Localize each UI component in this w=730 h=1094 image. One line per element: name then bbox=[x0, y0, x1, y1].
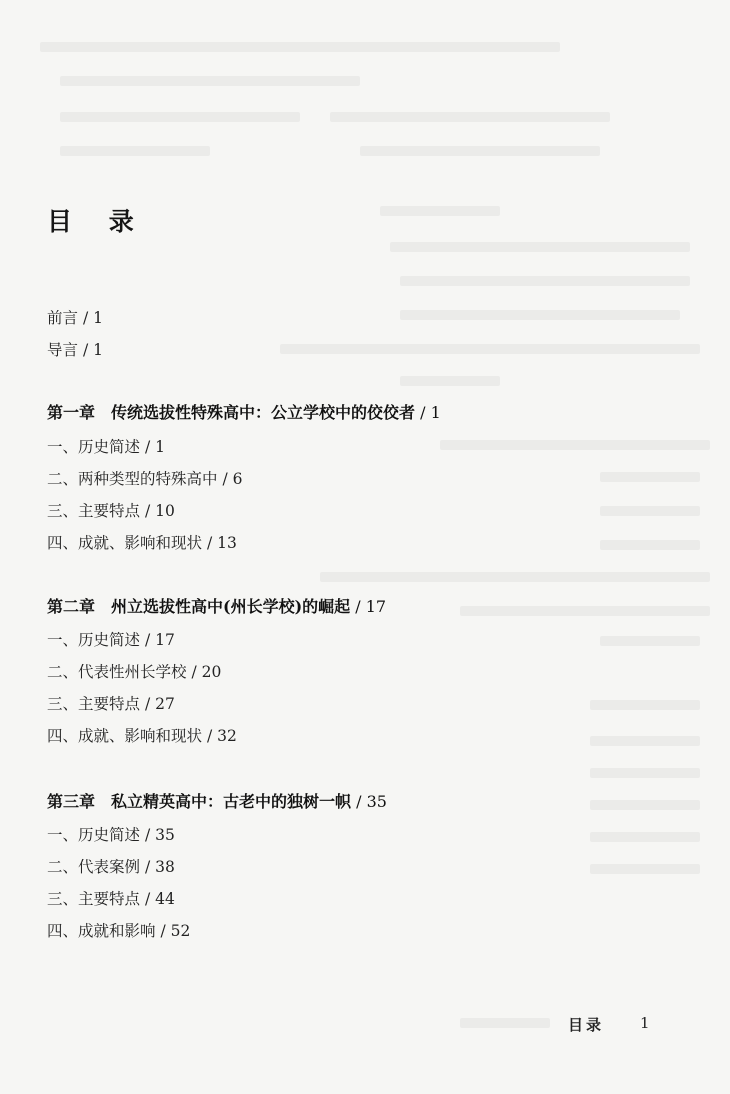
entry-label: 导言 bbox=[47, 341, 79, 359]
entry-label: 前言 bbox=[47, 309, 79, 327]
entry-page: 27 bbox=[155, 695, 175, 713]
entry-label: 二、代表性州长学校 bbox=[47, 663, 187, 681]
chapter-title: 传统选拔性特殊高中：公立学校中的佼佼者 bbox=[111, 403, 416, 422]
toc-entry-preface[interactable]: 前言 / 1 bbox=[47, 309, 103, 327]
entry-label: 二、两种类型的特殊高中 bbox=[47, 470, 218, 488]
toc-section[interactable]: 一、历史简述 / 17 bbox=[47, 631, 175, 649]
chapter-number: 第三章 bbox=[47, 792, 96, 811]
entry-label: 四、成就、影响和现状 bbox=[47, 727, 203, 745]
toc-section[interactable]: 三、主要特点 / 27 bbox=[47, 695, 175, 713]
entry-page: 35 bbox=[155, 826, 175, 844]
chapter-page: 35 bbox=[366, 792, 387, 811]
entry-page: 1 bbox=[93, 341, 103, 359]
chapter-number: 第二章 bbox=[47, 597, 96, 616]
toc-section[interactable]: 三、主要特点 / 10 bbox=[47, 502, 175, 520]
entry-page: 52 bbox=[170, 922, 191, 940]
chapter-number: 第一章 bbox=[47, 403, 96, 422]
toc-chapter-1[interactable]: 第一章 传统选拔性特殊高中：公立学校中的佼佼者 / 1 bbox=[47, 403, 441, 422]
entry-label: 三、主要特点 bbox=[47, 890, 141, 908]
toc-section[interactable]: 二、代表性州长学校 / 20 bbox=[47, 663, 222, 681]
entry-label: 四、成就、影响和现状 bbox=[47, 534, 203, 552]
entry-label: 一、历史简述 bbox=[47, 826, 141, 844]
page-number: 1 bbox=[640, 1014, 650, 1032]
entry-label: 四、成就和影响 bbox=[47, 922, 156, 940]
toc-chapter-3[interactable]: 第三章 私立精英高中：古老中的独树一帜 / 35 bbox=[47, 792, 387, 811]
chapter-page: 17 bbox=[365, 597, 387, 616]
toc-section[interactable]: 一、历史简述 / 1 bbox=[47, 438, 165, 456]
entry-page: 6 bbox=[232, 470, 243, 488]
entry-page: 44 bbox=[155, 890, 175, 908]
chapter-title: 州立选拔性高中(州长学校)的崛起 bbox=[111, 597, 351, 616]
toc-section[interactable]: 四、成就和影响 / 52 bbox=[47, 922, 191, 940]
toc-entry-introduction[interactable]: 导言 / 1 bbox=[47, 341, 103, 359]
entry-page: 1 bbox=[155, 438, 165, 456]
toc-section[interactable]: 三、主要特点 / 44 bbox=[47, 890, 175, 908]
entry-page: 10 bbox=[155, 502, 175, 520]
running-title: 目录 bbox=[568, 1016, 605, 1034]
toc-section[interactable]: 四、成就、影响和现状 / 32 bbox=[47, 727, 237, 745]
entry-label: 三、主要特点 bbox=[47, 695, 141, 713]
entry-page: 38 bbox=[155, 858, 175, 876]
entry-page: 1 bbox=[93, 309, 103, 327]
entry-page: 32 bbox=[217, 727, 237, 745]
toc-chapter-2[interactable]: 第二章 州立选拔性高中(州长学校)的崛起 / 17 bbox=[47, 597, 387, 616]
toc-section[interactable]: 一、历史简述 / 35 bbox=[47, 826, 175, 844]
toc-section[interactable]: 四、成就、影响和现状 / 13 bbox=[47, 534, 237, 552]
entry-label: 一、历史简述 bbox=[47, 631, 141, 649]
entry-page: 17 bbox=[155, 631, 175, 649]
toc-section[interactable]: 二、两种类型的特殊高中 / 6 bbox=[47, 470, 243, 488]
entry-label: 二、代表案例 bbox=[47, 858, 141, 876]
chapter-title: 私立精英高中：古老中的独树一帜 bbox=[111, 792, 352, 811]
entry-page: 13 bbox=[217, 534, 237, 552]
toc-section[interactable]: 二、代表案例 / 38 bbox=[47, 858, 175, 876]
chapter-page: 1 bbox=[430, 403, 441, 422]
entry-label: 一、历史简述 bbox=[47, 438, 141, 456]
entry-page: 20 bbox=[201, 663, 222, 681]
toc-title: 目 录 bbox=[47, 207, 148, 236]
entry-label: 三、主要特点 bbox=[47, 502, 141, 520]
